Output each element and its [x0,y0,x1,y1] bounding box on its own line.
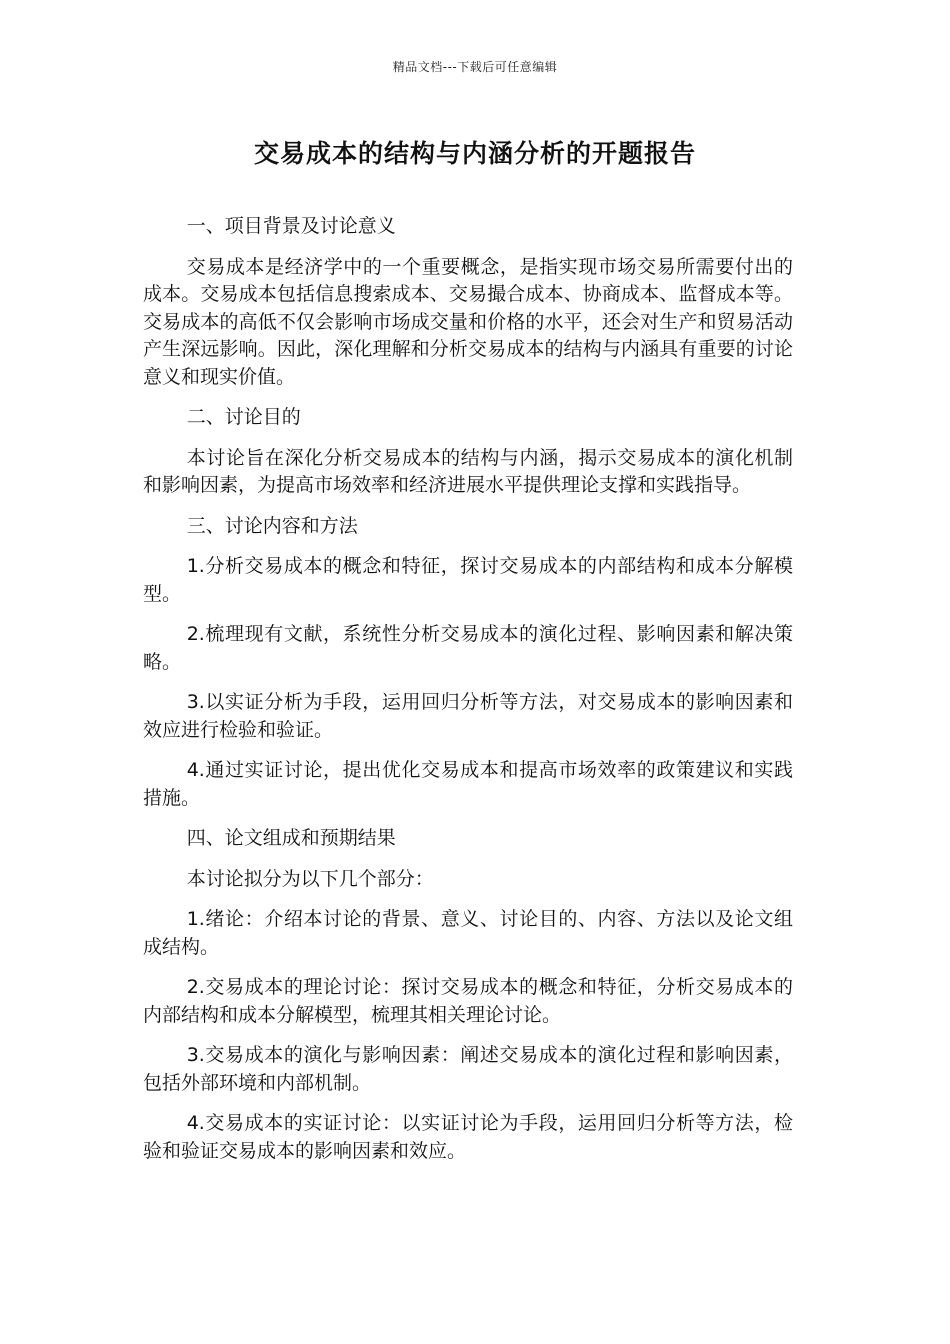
section-heading: 二、讨论目的 [186,406,301,428]
document-title: 交易成本的结构与内涵分析的开题报告 [253,139,696,168]
document-body [143,213,793,1178]
body-paragraph: 本讨论旨在深化分析交易成本的结构与内涵，揭示交易成本的演化机制和影响因素，为提高市场效率和经济进展水平提供理论支撑和实践指导。 [143,446,793,496]
list-item-paragraph: 2.梳理现有文献，系统性分析交易成本的演化过程、影响因素和解决策略。 [143,623,793,673]
list-item-paragraph: 3.交易成本的演化与影响因素：阐述交易成本的演化过程和影响因素，包括外部环境和内部机制。 [143,1044,793,1094]
body-paragraph: 本讨论拟分为以下几个部分： [186,867,434,890]
section-heading: 四、论文组成和预期结果 [186,827,396,849]
header-note: 精品文档---下载后可任意编辑 [392,60,558,74]
list-item-paragraph: 1.绪论：介绍本讨论的背景、意义、讨论目的、内容、方法以及论文组成结构。 [143,908,793,958]
list-item-paragraph: 4.交易成本的实证讨论：以实证讨论为手段，运用回归分析等方法，检验和验证交易成本的影响因素和效应。 [143,1112,793,1162]
list-item-paragraph: 3.以实证分析为手段，运用回归分析等方法，对交易成本的影响因素和效应进行检验和验证。 [143,691,793,741]
list-item-paragraph: 2.交易成本的理论讨论：探讨交易成本的概念和特征，分析交易成本的内部结构和成本分解模型，梳理其相关理论讨论。 [143,976,793,1026]
list-item-paragraph: 4.通过实证讨论，提出优化交易成本和提高市场效率的政策建议和实践措施。 [143,759,793,809]
section-heading: 三、讨论内容和方法 [186,514,358,537]
body-paragraph: 交易成本是经济学中的一个重要概念，是指实现市场交易所需要付出的成本。交易成本包括信息搜索成本、交易撮合成本、协商成本、监督成本等。交易成本的高低不仅会影响市场成交量和价格的水平，还会对生产和贸易活动产生深远影响。因此，深化理解和分析交易成本的结构与内涵具有重要的讨论意义和现实价值。 [143,255,793,388]
list-item-paragraph: 1.分析交易成本的概念和特征，探讨交易成本的内部结构和成本分解模型。 [143,555,793,605]
section-heading: 一、项目背景及讨论意义 [186,215,396,237]
